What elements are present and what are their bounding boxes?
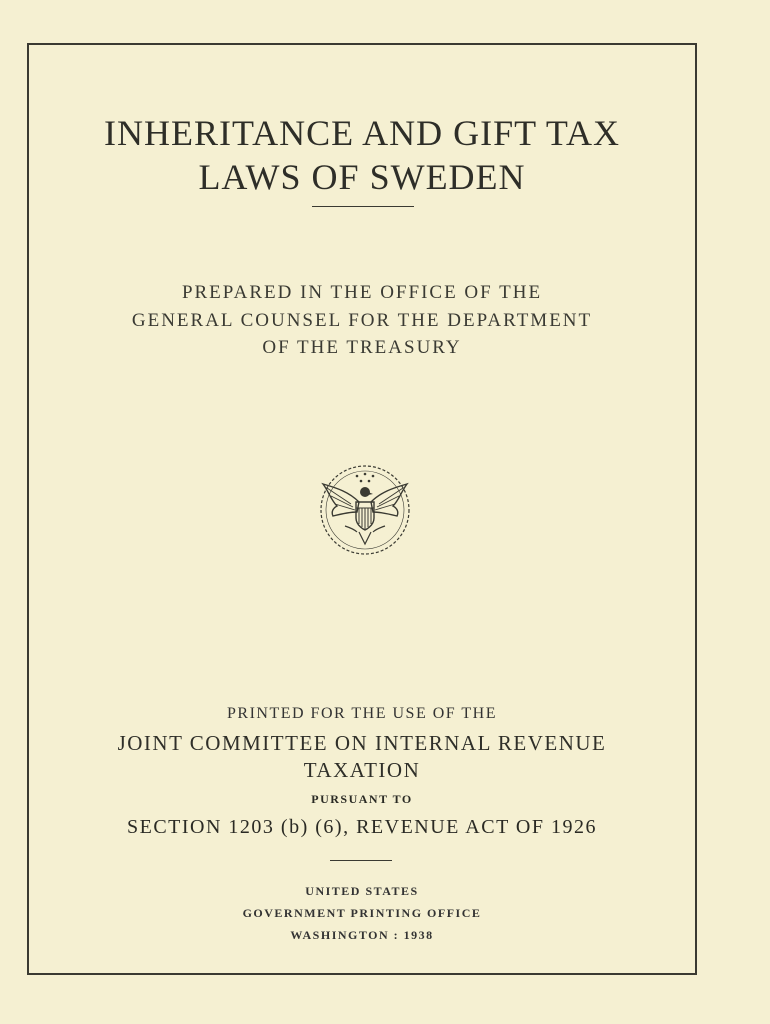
pursuant-to: PURSUANT TO	[311, 792, 413, 806]
printed-for-line-3: TAXATION	[303, 758, 421, 782]
imprint-divider	[330, 860, 392, 861]
eagle-seal-icon	[315, 462, 415, 558]
prepared-line-1: PREPARED IN THE OFFICE OF THE	[181, 282, 543, 303]
title-line-2: LAWS OF SWEDEN	[198, 157, 526, 197]
title-divider	[312, 206, 414, 207]
prepared-line-2: GENERAL COUNSEL FOR THE DEPARTMENT	[131, 310, 593, 331]
printed-for-line-1: PRINTED FOR THE USE OF THE	[227, 705, 497, 722]
section-reference: SECTION 1203 (b) (6), REVENUE ACT OF 1926	[126, 816, 597, 838]
imprint-line-3: WASHINGTON : 1938	[290, 928, 434, 942]
title-line-1: INHERITANCE AND GIFT TAX	[104, 113, 620, 153]
imprint-line-2: GOVERNMENT PRINTING OFFICE	[242, 906, 482, 920]
imprint-line-1: UNITED STATES	[305, 884, 419, 898]
printed-for-line-2: JOINT COMMITTEE ON INTERNAL REVENUE	[117, 731, 607, 755]
prepared-line-3: OF THE TREASURY	[262, 337, 462, 358]
